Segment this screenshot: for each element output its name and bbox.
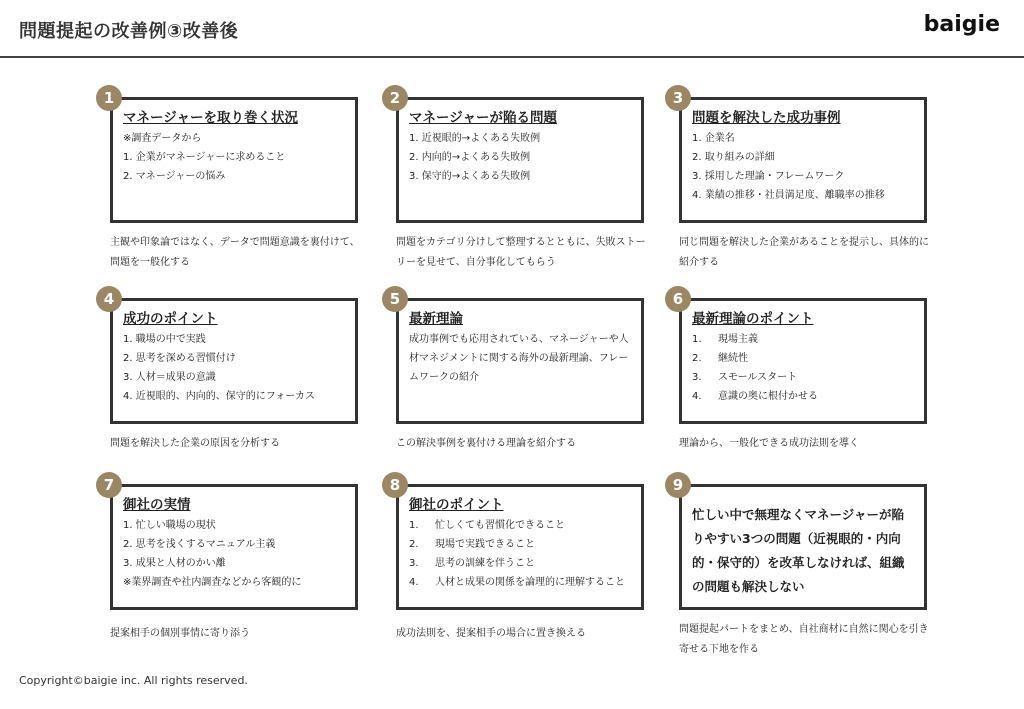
step-line: 2. 取り組みの詳細 (692, 152, 775, 163)
item-text: 継続性 (718, 353, 748, 364)
step-line: 3. 採用した理論・フレームワーク (692, 171, 845, 182)
step-caption: 提案相手の個別事情に寄り添う (110, 628, 250, 639)
step-caption: 理論から、一般化できる成功法則を導く (679, 438, 859, 449)
step-title: 最新理論のポイント (692, 311, 814, 327)
item-number: 4. (409, 577, 419, 588)
step-line: 1. 企業名 (692, 133, 735, 144)
step-line (692, 368, 914, 387)
step-card-5 (389, 290, 646, 454)
step-card-9 (672, 476, 929, 660)
step-line: 2. マネージャーの悩み (123, 171, 226, 182)
step-box (110, 298, 358, 424)
step-caption: 成功法則を、提案相手の場合に置き換える (396, 628, 586, 639)
step-line (409, 573, 631, 592)
item-number: 3. (409, 558, 419, 569)
step-box (679, 484, 927, 610)
step-number-badge: 8 (382, 472, 408, 498)
step-title: 問題を解決した成功事例 (692, 110, 841, 126)
item-number: 2. (692, 353, 702, 364)
item-text: 人材と成果の関係を論理的に理解すること (435, 577, 625, 588)
step-line: 3. 人材＝成果の意識 (123, 372, 216, 383)
step-line: 2. 思考を深める習慣付け (123, 353, 236, 364)
step-number-badge: 9 (665, 472, 691, 498)
step-title: 成功のポイント (123, 311, 218, 327)
step-title: マネージャーを取り巻く状況 (123, 110, 298, 126)
item-number: 1. (692, 334, 702, 345)
step-line: 1. 近視眼的→よくある失敗例 (409, 133, 541, 144)
step-line: 4. 近視眼的、内向的、保守的にフォーカス (123, 391, 316, 402)
item-number: 4. (692, 391, 702, 402)
step-title: マネージャーが陥る問題 (409, 110, 557, 126)
step-title: 御社の実情 (123, 497, 191, 513)
step-card-3 (672, 89, 929, 273)
step-box (679, 97, 927, 223)
step-line: 1. 企業がマネージャーに求めること (123, 152, 286, 163)
step-card-7 (103, 476, 360, 644)
step-number-badge: 1 (96, 85, 122, 111)
step-box (110, 484, 358, 610)
step-line (409, 554, 631, 573)
copyright-footer: Copyright©baigie inc. All rights reserved. (19, 674, 248, 687)
step-box (396, 298, 644, 424)
step-caption: 問題を解決した企業の原因を分析する (110, 438, 280, 449)
header-divider (0, 56, 1024, 58)
step-caption: 問題をカテゴリ分けして整理するとともに、失敗ストーリーを見せて、自分事化してもらう (396, 237, 646, 268)
step-box (396, 97, 644, 223)
step-line: ※業界調査や社内調査などから客観的に (123, 577, 302, 588)
item-text: 現場で実践できること (435, 539, 535, 550)
step-title: 御社のポイント (409, 497, 504, 513)
step-card-2 (389, 89, 646, 273)
step-card-6 (672, 290, 929, 454)
item-number: 1. (409, 520, 419, 531)
step-caption: 主観や印象論ではなく、データで問題意識を裏付けて、問題を一般化する (110, 237, 360, 268)
step-card-4 (103, 290, 360, 454)
step-caption: 問題提起パートをまとめ、自社商材に自然に関心を引き寄せる下地を作る (679, 624, 929, 655)
item-number: 3. (692, 372, 702, 383)
step-box (679, 298, 927, 424)
step-line (692, 330, 914, 349)
step-line: 3. 保守的→よくある失敗例 (409, 171, 531, 182)
step-caption: 同じ問題を解決した企業があることを提示し、具体的に紹介する (679, 237, 929, 268)
step-number-badge: 5 (382, 286, 408, 312)
step-number-badge: 7 (96, 472, 122, 498)
step-number-badge: 3 (665, 85, 691, 111)
step-number-badge: 2 (382, 85, 408, 111)
item-text: スモールスタート (718, 372, 798, 383)
step-line: 1. 職場の中で実践 (123, 334, 206, 345)
step-card-1 (103, 89, 360, 273)
step-line: 1. 忙しい職場の現状 (123, 520, 216, 531)
step-box (396, 484, 644, 610)
step-number-badge: 4 (96, 286, 122, 312)
step-line (692, 387, 914, 406)
item-text: 意識の奥に根付かせる (718, 391, 818, 402)
step-caption: この解決事例を裏付ける理論を紹介する (396, 438, 576, 449)
step-line (692, 349, 914, 368)
item-text: 現場主義 (718, 334, 758, 345)
item-number: 2. (409, 539, 419, 550)
step-line: 3. 成果と人材のかい離 (123, 558, 226, 569)
conclusion-statement: 忙しい中で無理なくマネージャーが陥りやすい3つの問題（近視眼的・内向的・保守的）を改革しなければ、組織の問題も解決しない (692, 507, 905, 594)
item-text: 思考の訓練を伴うこと (435, 558, 535, 569)
item-text: 忙しくても習慣化できること (435, 520, 565, 531)
page-title: 問題提起の改善例③改善後 (19, 21, 239, 42)
brand-logo: baigie (923, 12, 1000, 37)
step-line: 4. 業績の推移・社員満足度、離職率の推移 (692, 190, 885, 201)
step-number-badge: 6 (665, 286, 691, 312)
step-line: 2. 内向的→よくある失敗例 (409, 152, 531, 163)
step-card-8 (389, 476, 646, 644)
step-line: ※調査データから (123, 133, 202, 144)
step-line (409, 535, 631, 554)
step-title: 最新理論 (409, 311, 463, 327)
step-box (110, 97, 358, 223)
step-line: 2. 思考を浅くするマニュアル主義 (123, 539, 276, 550)
step-line (409, 516, 631, 535)
step-paragraph: 成功事例でも応用されている、マネージャーや人材マネジメントに関する海外の最新理論、フレームワークの紹介 (409, 334, 629, 383)
